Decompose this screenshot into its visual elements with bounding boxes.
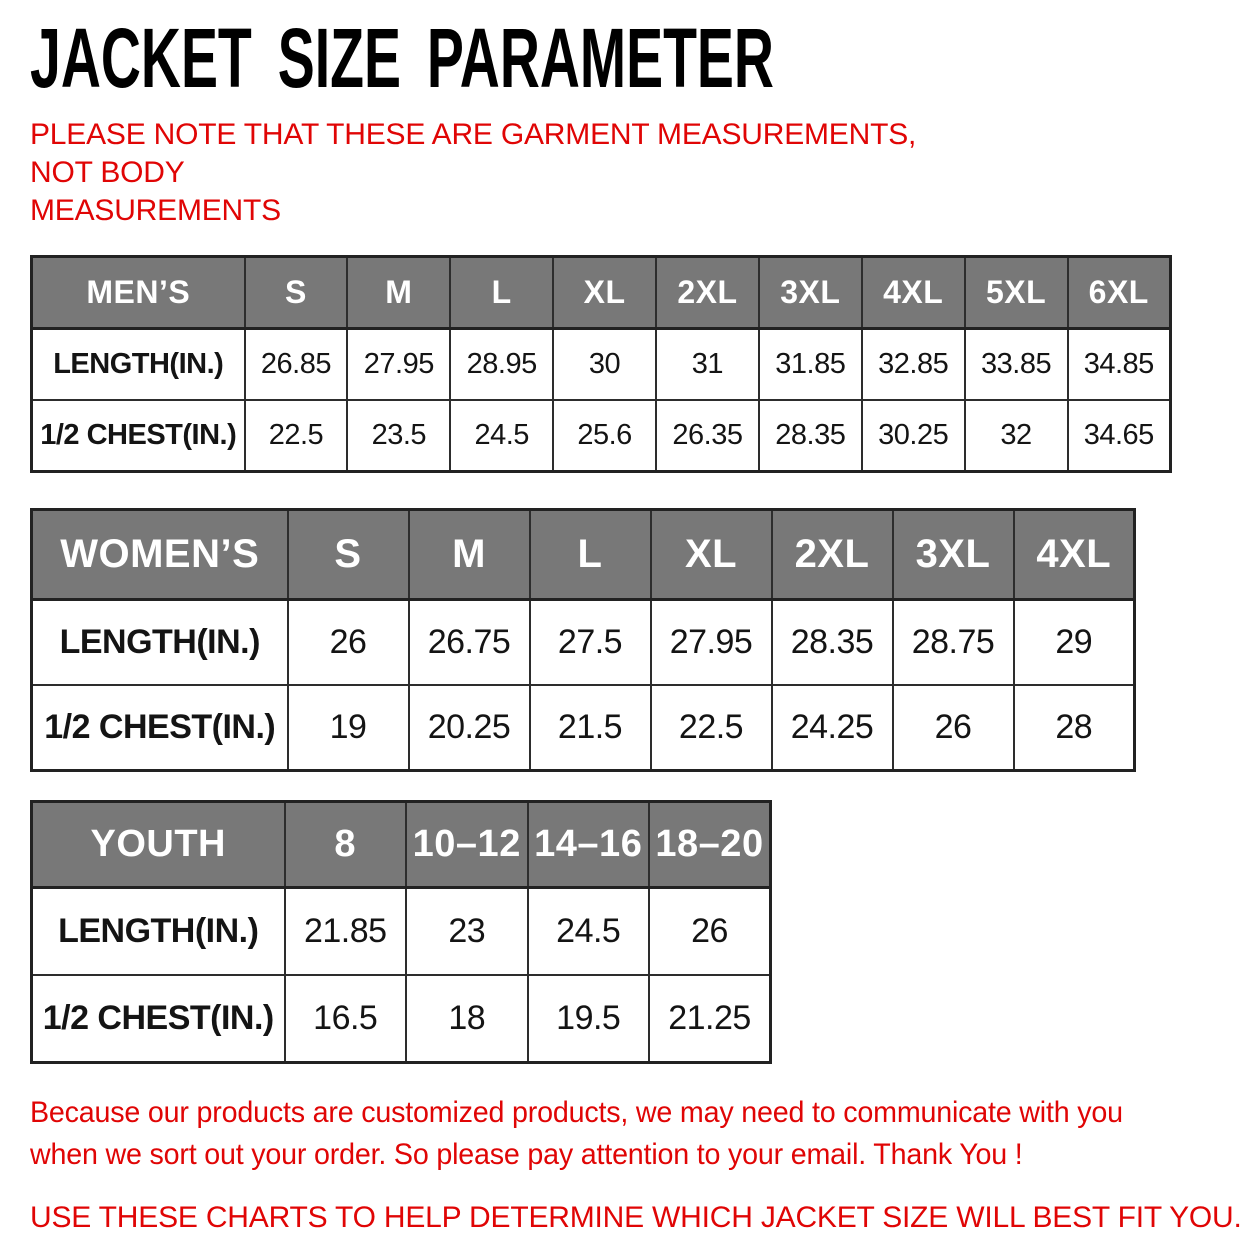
value-cell: 27.5 (530, 599, 651, 685)
size-header-3xl: 3XL (759, 256, 862, 328)
value-cell: 24.5 (450, 400, 553, 472)
size-header-xl: XL (651, 509, 772, 599)
size-header-4xl: 4XL (1014, 509, 1135, 599)
mens-size-table (30, 255, 1172, 473)
size-header-4xl: 4XL (862, 256, 965, 328)
size-header-2xl: 2XL (772, 509, 893, 599)
youth-length-row (32, 887, 771, 975)
value-cell: 18 (406, 975, 528, 1063)
value-cell: 25.6 (553, 400, 656, 472)
mens-length-row (32, 328, 1171, 400)
value-cell: 16.5 (285, 975, 407, 1063)
value-cell: 26.85 (245, 328, 348, 400)
value-cell: 26.75 (409, 599, 530, 685)
value-cell: 28.75 (893, 599, 1014, 685)
value-cell: 23 (406, 887, 528, 975)
value-cell: 29 (1014, 599, 1135, 685)
womens-length-row (32, 599, 1135, 685)
value-cell: 20.25 (409, 685, 530, 771)
row-label-chest: 1/2 CHEST(IN.) (32, 685, 288, 771)
size-header-8: 8 (285, 801, 407, 887)
value-cell: 21.25 (649, 975, 771, 1063)
size-header-5xl: 5XL (965, 256, 1068, 328)
value-cell: 26.35 (656, 400, 759, 472)
youth-chest-row (32, 975, 771, 1063)
size-header-10-12: 10–12 (406, 801, 528, 887)
note-line-2: MEASUREMENTS (30, 194, 281, 228)
size-header-l: L (450, 256, 553, 328)
size-header-s: S (288, 509, 409, 599)
value-cell: 19.5 (528, 975, 650, 1063)
value-cell: 32 (965, 400, 1068, 472)
size-header-xl: XL (553, 256, 656, 328)
value-cell: 26 (649, 887, 771, 975)
notice-line-2: when we sort out your order. So please pay attention to your email. Thank You ! (30, 1137, 1023, 1171)
page-title: JACKET SIZE PARAMETER (30, 11, 774, 105)
row-label-length: LENGTH(IN.) (32, 328, 245, 400)
value-cell: 31.85 (759, 328, 862, 400)
row-label-length: LENGTH(IN.) (32, 887, 285, 975)
value-cell: 33.85 (965, 328, 1068, 400)
value-cell: 34.85 (1068, 328, 1171, 400)
womens-size-table (30, 508, 1136, 772)
value-cell: 26 (288, 599, 409, 685)
value-cell: 34.65 (1068, 400, 1171, 472)
value-cell: 22.5 (651, 685, 772, 771)
size-header-14-16: 14–16 (528, 801, 650, 887)
youth-header-row (32, 801, 771, 887)
womens-chest-row (32, 685, 1135, 771)
value-cell: 32.85 (862, 328, 965, 400)
row-label-chest: 1/2 CHEST(IN.) (32, 975, 285, 1063)
size-header-18-20: 18–20 (649, 801, 771, 887)
size-header-6xl: 6XL (1068, 256, 1171, 328)
size-header-3xl: 3XL (893, 509, 1014, 599)
value-cell: 24.5 (528, 887, 650, 975)
youth-table-title: YOUTH (32, 801, 285, 887)
size-header-s: S (245, 256, 348, 328)
value-cell: 22.5 (245, 400, 348, 472)
value-cell: 23.5 (347, 400, 450, 472)
size-header-l: L (530, 509, 651, 599)
size-header-m: M (409, 509, 530, 599)
value-cell: 28 (1014, 685, 1135, 771)
value-cell: 28.35 (759, 400, 862, 472)
value-cell: 26 (893, 685, 1014, 771)
value-cell: 30.25 (862, 400, 965, 472)
youth-size-table (30, 800, 772, 1064)
size-header-2xl: 2XL (656, 256, 759, 328)
value-cell: 21.85 (285, 887, 407, 975)
note-line-1: PLEASE NOTE THAT THESE ARE GARMENT MEASUREMENTS, NOT BODY (30, 117, 917, 190)
notice-line-1: Because our products are customized products, we may need to communicate with you (30, 1095, 1123, 1129)
value-cell: 31 (656, 328, 759, 400)
womens-table-title: WOMEN’S (32, 509, 288, 599)
value-cell: 21.5 (530, 685, 651, 771)
mens-table-title: MEN’S (32, 256, 245, 328)
size-header-m: M (347, 256, 450, 328)
row-label-chest: 1/2 CHEST(IN.) (32, 400, 245, 472)
mens-chest-row (32, 400, 1171, 472)
garment-measurement-note (30, 116, 980, 231)
value-cell: 24.25 (772, 685, 893, 771)
value-cell: 28.95 (450, 328, 553, 400)
chart-usage-note: USE THESE CHARTS TO HELP DETERMINE WHICH JACKET SIZE WILL BEST FIT YOU. (30, 1200, 1242, 1234)
value-cell: 30 (553, 328, 656, 400)
mens-header-row (32, 256, 1171, 328)
womens-header-row (32, 509, 1135, 599)
value-cell: 28.35 (772, 599, 893, 685)
customization-notice (30, 1092, 1174, 1176)
row-label-length: LENGTH(IN.) (32, 599, 288, 685)
value-cell: 19 (288, 685, 409, 771)
value-cell: 27.95 (347, 328, 450, 400)
value-cell: 27.95 (651, 599, 772, 685)
